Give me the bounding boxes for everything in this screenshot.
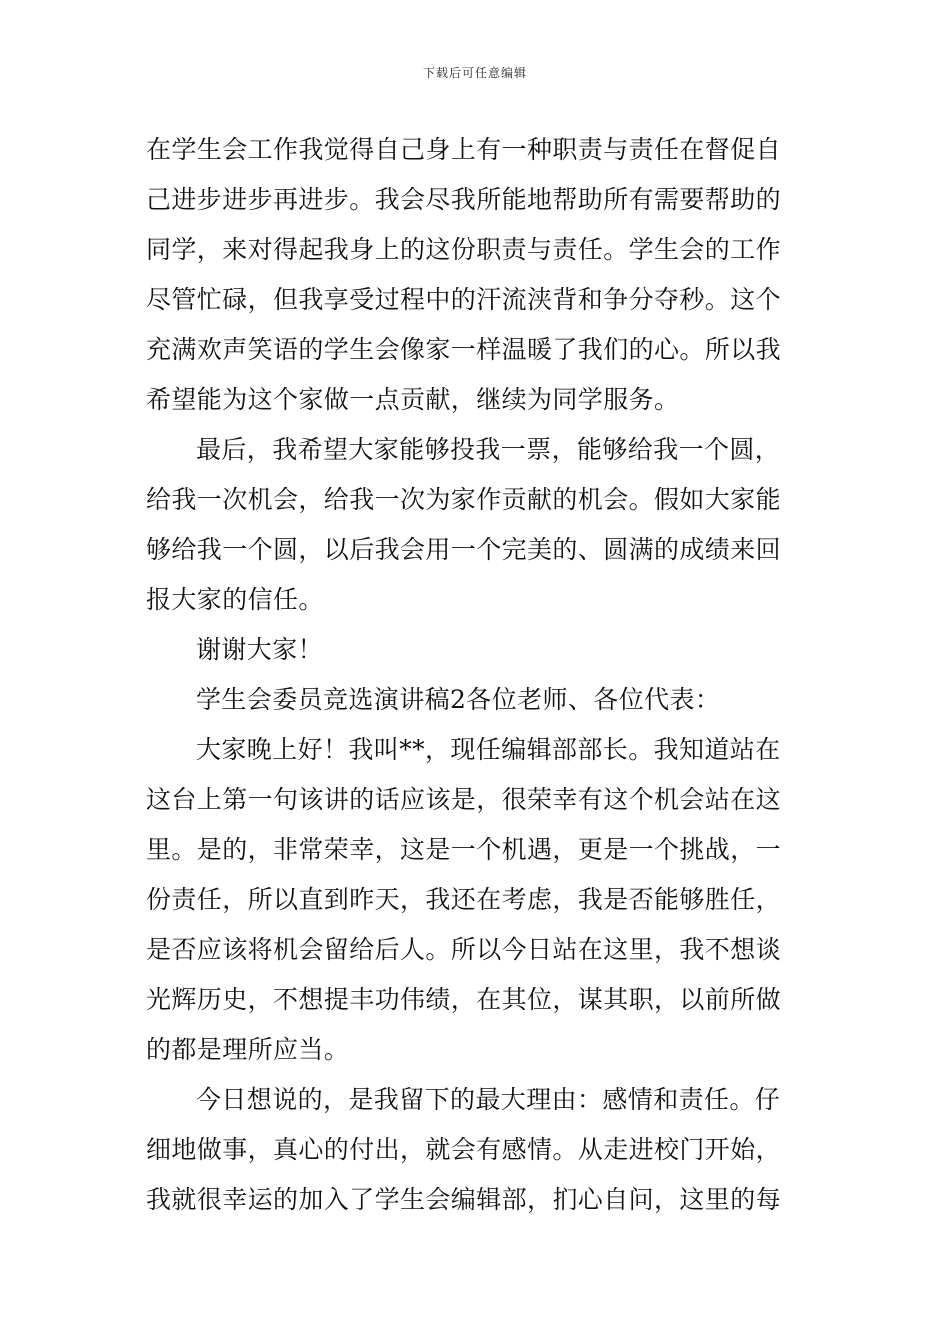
section-title-line: 学生会委员竞选演讲稿2各位老师、各位代表： — [196, 685, 721, 714]
body-line: 希望能为这个家做一点贡献，继续为同学服务。 — [146, 385, 680, 414]
body-line: 这台上第一句该讲的话应该是，很荣幸有这个机会站在这 — [146, 785, 782, 814]
body-line: 的都是理所应当。 — [146, 1035, 350, 1064]
body-line: 光辉历史，不想提丰功伟绩，在其位，谋其职，以前所做 — [146, 985, 782, 1014]
body-line: 细地做事，真心的付出，就会有感情。从走进校门开始， — [146, 1135, 782, 1164]
page-header: 下载后可任意编辑 — [422, 66, 527, 80]
body-line: 给我一次机会，给我一次为家作贡献的机会。假如大家能 — [146, 485, 782, 514]
body-line: 充满欢声笑语的学生会像家一样温暖了我们的心。所以我 — [146, 335, 782, 364]
body-line: 够给我一个圆，以后我会用一个完美的、圆满的成绩来回 — [146, 535, 782, 564]
paragraph-start-line: 大家晚上好！我叫**，现任编辑部部长。我知道站在 — [196, 735, 781, 764]
body-line: 同学，来对得起我身上的这份职责与责任。学生会的工作 — [146, 235, 782, 264]
body-line: 我就很幸运的加入了学生会编辑部，扪心自问，这里的每 — [146, 1185, 782, 1214]
body-line: 报大家的信任。 — [146, 585, 324, 614]
body-line: 里。是的，非常荣幸，这是一个机遇，更是一个挑战，一 — [146, 835, 782, 864]
paragraph-start-line: 谢谢大家！ — [196, 635, 324, 664]
body-line: 己进步进步再进步。我会尽我所能地帮助所有需要帮助的 — [146, 185, 782, 214]
body-line: 尽管忙碌，但我享受过程中的汗流浃背和争分夺秒。这个 — [146, 285, 782, 314]
paragraph-start-line: 今日想说的，是我留下的最大理由：感情和责任。仔 — [196, 1085, 781, 1114]
body-line: 份责任，所以直到昨天，我还在考虑，我是否能够胜任， — [146, 885, 782, 914]
paragraph-start-line: 最后，我希望大家能够投我一票，能够给我一个圆， — [196, 435, 781, 464]
body-line: 是否应该将机会留给后人。所以今日站在这里，我不想谈 — [146, 935, 782, 964]
body-line: 在学生会工作我觉得自己身上有一种职责与责任在督促自 — [146, 135, 782, 164]
